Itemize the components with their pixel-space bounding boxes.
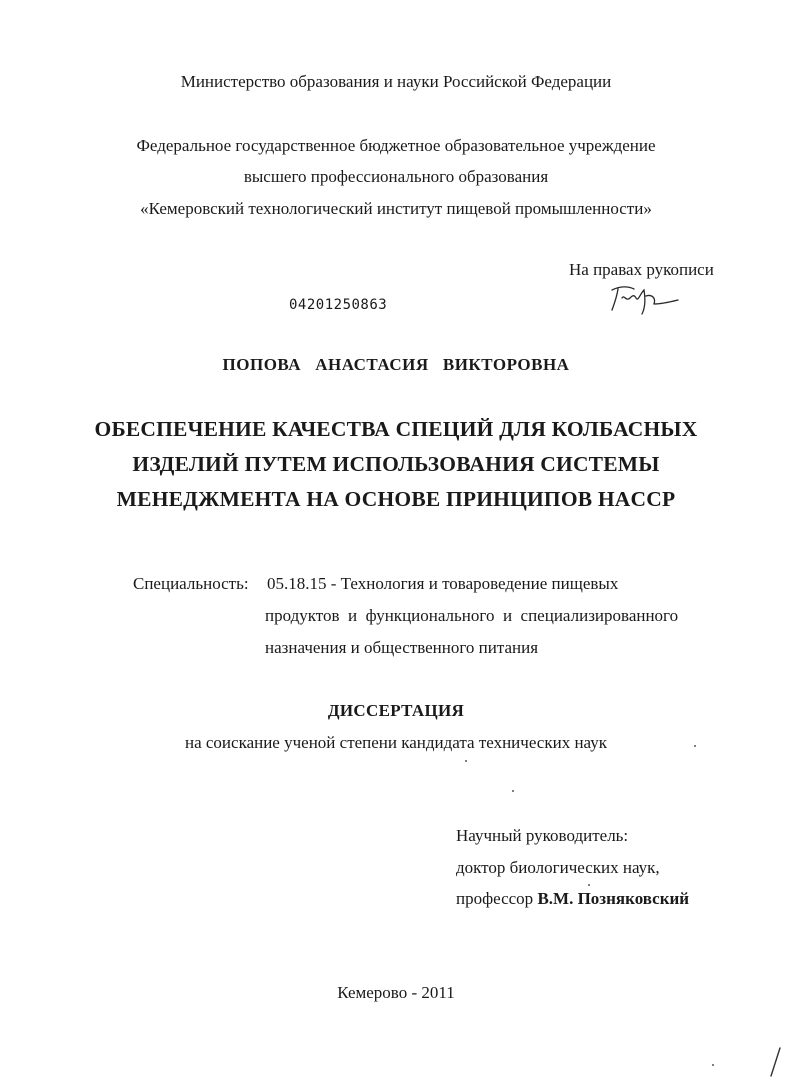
thesis-title-line-2: ИЗДЕЛИЙ ПУТЕМ ИСПОЛЬЗОВАНИЯ СИСТЕМЫ	[132, 452, 660, 476]
author-name: ПОПОВА АНАСТАСИЯ ВИКТОРОВНА	[222, 355, 570, 374]
institution-line-2: высшего профессионального образования	[243, 167, 549, 186]
signature-icon	[606, 280, 682, 316]
scan-speck	[694, 745, 696, 747]
institution-line-3: «Кемеровский технологический институт пищевой промышленности»	[140, 199, 652, 218]
thesis-title-line-1: ОБЕСПЕЧЕНИЕ КАЧЕСТВА СПЕЦИЙ ДЛЯ КОЛБАСНЫХ	[94, 417, 698, 441]
scan-speck	[512, 790, 514, 792]
document-type: ДИССЕРТАЦИЯ	[327, 701, 465, 720]
specialty-line-1: 05.18.15 - Технология и товароведение пищевых	[267, 574, 619, 593]
supervisor-name: В.М. Позняковский	[537, 889, 690, 908]
city-year: Кемерово - 2011	[337, 983, 455, 1002]
supervisor-degree: доктор биологических наук,	[456, 858, 660, 877]
specialty-label: Специальность:	[133, 574, 249, 593]
supervisor-line	[456, 889, 689, 909]
ministry-name: Министерство образования и науки Российской Федерации	[180, 72, 612, 91]
scan-speck	[465, 760, 467, 762]
supervisor-label: Научный руководитель:	[456, 826, 629, 845]
scan-speck	[588, 884, 590, 886]
archive-stamp-number: 04201250863	[289, 297, 388, 313]
degree-statement: на соискание ученой степени кандидата технических наук	[184, 733, 607, 752]
manuscript-note: На правах рукописи	[569, 260, 714, 279]
thesis-title-line-3: МЕНЕДЖМЕНТА НА ОСНОВЕ ПРИНЦИПОВ HACCP	[116, 487, 676, 511]
specialty-line-3: назначения и общественного питания	[265, 638, 539, 657]
slash-mark-icon	[768, 1046, 782, 1078]
specialty-line-2: продуктов и функционального и специализированного	[265, 606, 679, 625]
supervisor-position: профессор	[456, 889, 534, 908]
institution-line-1: Федеральное государственное бюджетное образовательное учреждение	[136, 136, 656, 155]
scan-speck	[712, 1064, 714, 1066]
